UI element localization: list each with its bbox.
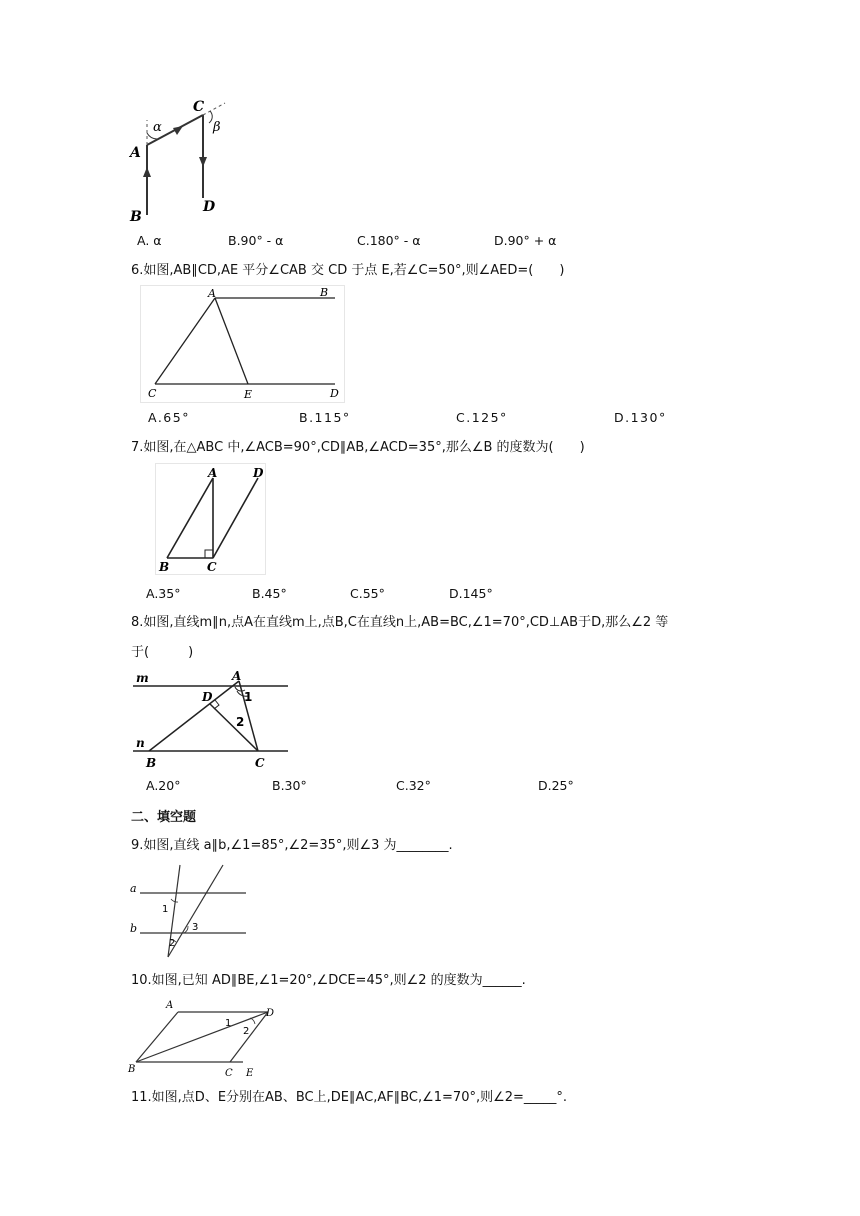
q9-label-angle-1: 1	[162, 904, 169, 915]
q5-label-d: D	[203, 199, 216, 215]
q8-figure	[128, 668, 290, 770]
q8-option-c: C.32°	[396, 778, 431, 793]
q5-label-a: A	[130, 145, 141, 161]
q7-label-b: B	[159, 560, 170, 574]
q8-label-a: A	[232, 669, 242, 683]
q7-figure	[155, 463, 267, 576]
q7-option-b: B.45°	[252, 586, 287, 601]
q6-option-a: A.65°	[148, 410, 190, 425]
q10-label-e: E	[246, 1068, 254, 1079]
q9-figure	[128, 862, 248, 962]
q7-option-d: D.145°	[449, 586, 493, 601]
q7-label-a: A	[208, 466, 218, 480]
section-title-fill-in: 二、填空题	[131, 810, 197, 825]
q8-label-b: B	[146, 756, 157, 770]
q8-stem-line1: 8.如图,直线m∥n,点A在直线m上,点B,C在直线n上,AB=BC,∠1=70°,CD⊥AB于D,那么∠2 等	[131, 615, 669, 630]
q10-label-c: C	[225, 1068, 233, 1079]
q5-option-a: A. α	[137, 233, 162, 248]
q10-label-d: D	[266, 1008, 275, 1019]
q7-stem: 7.如图,在△ABC 中,∠ACB=90°,CD∥AB,∠ACD=35°,那么∠B 的度数为( )	[131, 440, 585, 455]
q8-label-c: C	[255, 756, 265, 770]
q5-label-alpha: α	[153, 120, 162, 135]
q8-label-angle-2: 2	[236, 715, 245, 729]
q7-label-d: D	[253, 466, 264, 480]
q8-label-m: m	[136, 671, 149, 685]
q8-label-angle-1: 1	[244, 690, 253, 704]
q7-option-a: A.35°	[146, 586, 181, 601]
q9-label-angle-3: 3	[192, 922, 199, 933]
q6-option-c: C.125°	[456, 410, 508, 425]
q8-stem-line2: 于( )	[131, 645, 194, 660]
q8-option-b: B.30°	[272, 778, 307, 793]
q10-label-a: A	[166, 1000, 174, 1011]
q10-label-angle-2: 2	[243, 1026, 250, 1037]
q8-option-d: D.25°	[538, 778, 574, 793]
q5-label-b: B	[130, 209, 142, 225]
q7-label-c: C	[207, 560, 217, 574]
q9-label-b: b	[130, 922, 138, 935]
q5-option-c: C.180° - α	[357, 233, 421, 248]
q8-label-d: D	[202, 690, 213, 704]
q6-stem: 6.如图,AB∥CD,AE 平分∠CAB 交 CD 于点 E,若∠C=50°,则∠AED=( )	[131, 263, 565, 278]
q8-option-a: A.20°	[146, 778, 181, 793]
q10-figure	[128, 996, 273, 1081]
q8-label-n: n	[136, 736, 145, 750]
q6-label-c: C	[148, 387, 157, 400]
q9-stem: 9.如图,直线 a∥b,∠1=85°,∠2=35°,则∠3 为________.	[131, 838, 453, 853]
q9-label-angle-2: 2	[169, 938, 176, 949]
q11-stem: 11.如图,点D、E分别在AB、BC上,DE∥AC,AF∥BC,∠1=70°,则∠2=_____°.	[131, 1090, 568, 1105]
q6-figure	[140, 285, 345, 403]
q6-label-a: A	[208, 287, 216, 300]
q6-option-d: D.130°	[614, 410, 667, 425]
q6-label-b: B	[320, 286, 329, 299]
q6-label-e: E	[244, 388, 253, 401]
q6-option-b: B.115°	[299, 410, 351, 425]
q5-label-c: C	[193, 99, 205, 115]
q5-figure	[125, 95, 240, 225]
q6-label-d: D	[330, 387, 339, 400]
q10-label-angle-1: 1	[225, 1018, 232, 1029]
q7-option-c: C.55°	[350, 586, 385, 601]
q5-option-d: D.90° + α	[494, 233, 557, 248]
q5-label-beta: β	[213, 120, 221, 135]
q10-label-b: B	[128, 1064, 136, 1075]
q5-option-b: B.90° - α	[228, 233, 284, 248]
q10-stem: 10.如图,已知 AD∥BE,∠1=20°,∠DCE=45°,则∠2 的度数为______.	[131, 973, 526, 988]
q9-label-a: a	[130, 882, 137, 895]
